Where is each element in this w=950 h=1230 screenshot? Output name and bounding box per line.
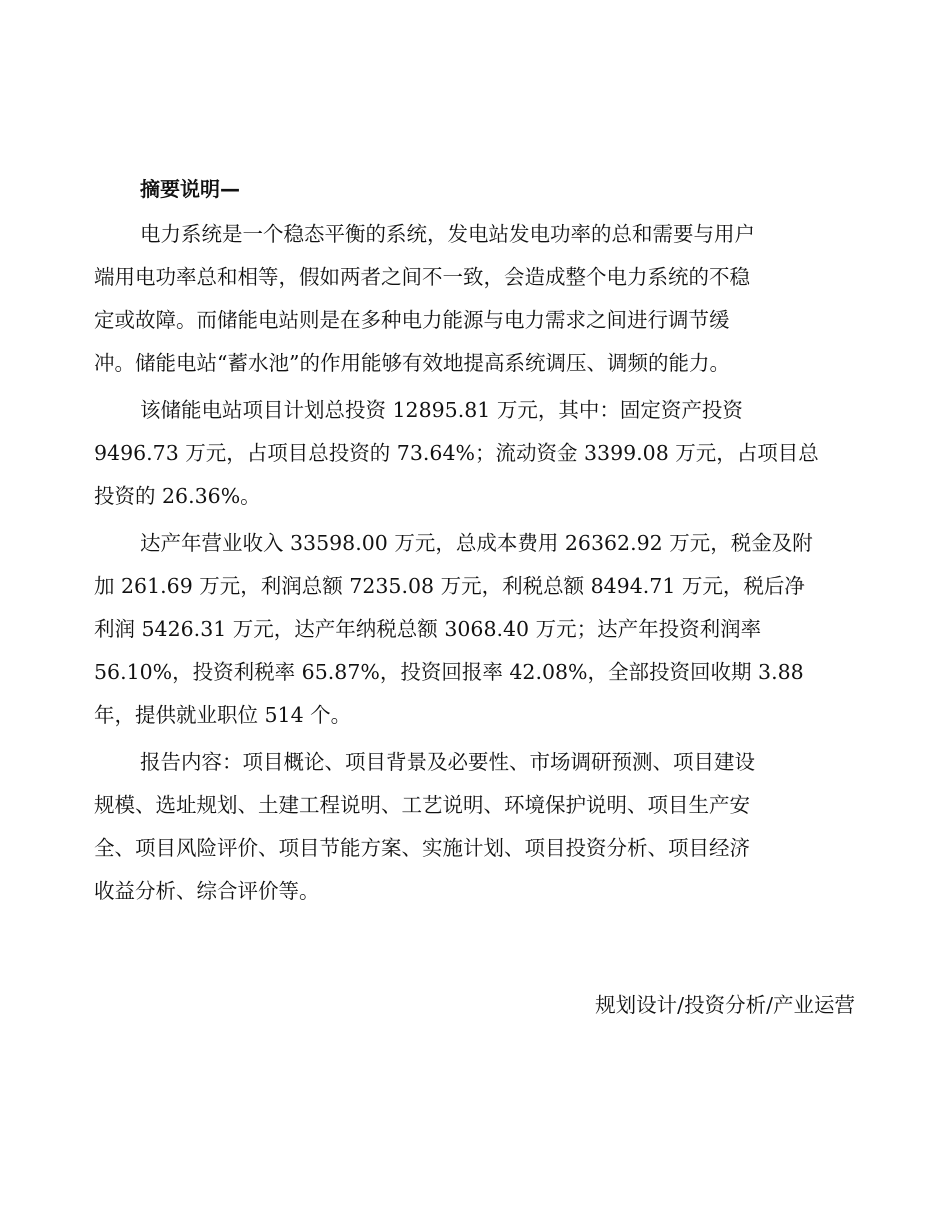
paragraph-line: 报告内容：项目概论、项目背景及必要性、市场调研预测、项目建设: [140, 750, 755, 774]
paragraph-line: 该储能电站项目计划总投资 12895.81 万元，其中：固定资产投资: [140, 398, 743, 422]
paragraph-line: 年，提供就业职位 514 个。: [94, 703, 352, 727]
paragraph-line: 定或故障。而储能电站则是在多种电力能源与电力需求之间进行调节缓: [94, 308, 730, 332]
paragraph-line: 投资的 26.36%。: [94, 484, 261, 508]
paragraph-line: 规模、选址规划、土建工程说明、工艺说明、环境保护说明、项目生产安: [94, 793, 750, 817]
paragraph-line: 56.10%，投资利税率 65.87%，投资回报率 42.08%，全部投资回收期 3.88: [94, 660, 804, 684]
paragraph-line: 达产年营业收入 33598.00 万元，总成本费用 26362.92 万元，税金及附: [140, 531, 813, 555]
paragraph-line: 冲。储能电站“蓄水池”的作用能够有效地提高系统调压、调频的能力。: [94, 351, 730, 375]
paragraph-line: 利润 5426.31 万元，达产年纳税总额 3068.40 万元；达产年投资利润率: [94, 617, 762, 641]
paragraph-line: 收益分析、综合评价等。: [94, 879, 320, 903]
section-heading: 摘要说明—: [140, 177, 240, 201]
paragraph-line: 全、项目风险评价、项目节能方案、实施计划、项目投资分析、项目经济: [94, 836, 750, 860]
paragraph-line: 加 261.69 万元，利润总额 7235.08 万元，利税总额 8494.71 万元，税后净: [94, 574, 805, 598]
paragraph-line: 端用电功率总和相等，假如两者之间不一致，会造成整个电力系统的不稳: [94, 265, 750, 289]
footer-tagline: 规划设计/投资分析/产业运营: [595, 993, 855, 1017]
paragraph-line: 电力系统是一个稳态平衡的系统，发电站发电功率的总和需要与用户: [140, 222, 755, 246]
paragraph-line: 9496.73 万元，占项目总投资的 73.64%；流动资金 3399.08 万元，占项目总: [94, 441, 819, 465]
